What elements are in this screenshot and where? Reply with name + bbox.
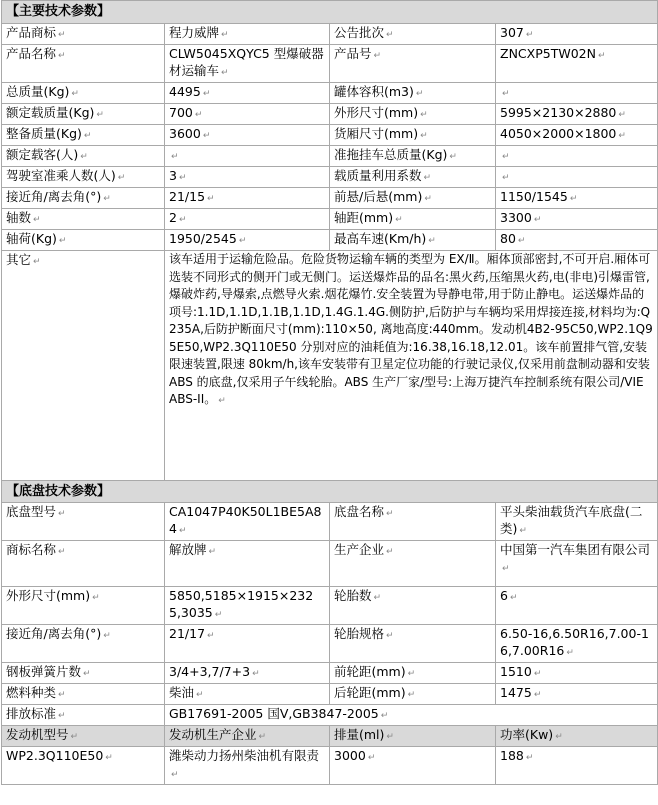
table-row <box>2 24 658 45</box>
paragraph-mark-icon: ↵ <box>525 753 534 763</box>
field-value <box>165 104 330 125</box>
paragraph-mark-icon: ↵ <box>415 89 424 99</box>
engine-cell <box>165 747 330 785</box>
field-value <box>496 541 658 587</box>
paragraph-mark-icon: ↵ <box>33 215 41 225</box>
field-value <box>165 503 330 541</box>
field-value <box>496 587 658 625</box>
field-label-text: 额定载客(人) <box>6 147 79 162</box>
field-label <box>2 24 165 45</box>
field-label-text: 轮胎数 <box>334 588 372 603</box>
field-label <box>2 209 165 230</box>
paragraph-mark-icon: ↵ <box>58 690 66 700</box>
table-row <box>2 188 658 209</box>
field-value-text: 700 <box>169 105 193 120</box>
field-label <box>330 684 496 705</box>
engine-cell-text: 3000 <box>334 748 366 763</box>
field-label <box>2 684 165 705</box>
field-label-text: 接近角/离去角(°) <box>6 626 102 641</box>
paragraph-mark-icon: ↵ <box>208 547 217 557</box>
paragraph-mark-icon: ↵ <box>202 131 211 141</box>
paragraph-mark-icon: ↵ <box>428 236 436 246</box>
paragraph-mark-icon: ↵ <box>83 131 92 141</box>
engine-header-cell <box>496 726 658 747</box>
paragraph-mark-icon: ↵ <box>96 110 104 120</box>
field-value-text: 3300 <box>500 210 532 225</box>
field-value <box>496 45 658 83</box>
paragraph-mark-icon: ↵ <box>502 564 510 574</box>
field-label-text: 轮胎规格 <box>334 626 385 641</box>
paragraph-mark-icon: ↵ <box>449 152 457 162</box>
paragraph-mark-icon: ↵ <box>238 236 247 246</box>
field-label <box>330 146 496 167</box>
field-value-text: 6.50-16,6.50R16,7.00-16,7.00R16 <box>500 626 649 658</box>
paragraph-mark-icon: ↵ <box>407 690 416 700</box>
paragraph-mark-icon: ↵ <box>221 68 229 78</box>
field-label-text: 前悬/后悬(mm) <box>334 189 423 204</box>
paragraph-mark-icon: ↵ <box>420 110 428 120</box>
field-label-text: 燃料种类 <box>6 685 57 700</box>
field-label-text: 准拖挂车总质量(Kg) <box>334 147 448 162</box>
paragraph-mark-icon: ↵ <box>58 236 67 246</box>
paragraph-mark-icon: ↵ <box>58 30 66 40</box>
field-value <box>165 625 330 663</box>
field-value <box>165 541 330 587</box>
field-value <box>496 209 658 230</box>
field-label <box>330 45 496 83</box>
paragraph-mark-icon: ↵ <box>171 770 179 780</box>
field-label-text: 后轮距(mm) <box>334 685 406 700</box>
field-label-text: 外形尺寸(mm) <box>334 105 419 120</box>
field-label-text: 产品商标 <box>6 25 57 40</box>
field-value-text: ZNCXP5TW02N <box>500 46 596 61</box>
field-value-text: 80 <box>500 231 516 246</box>
field-label <box>2 587 165 625</box>
paragraph-mark-icon: ↵ <box>258 732 267 742</box>
paragraph-mark-icon: ↵ <box>373 593 382 603</box>
table-row <box>2 503 658 541</box>
paragraph-mark-icon: ↵ <box>178 526 187 536</box>
field-label <box>330 541 496 587</box>
field-value-text: 柴油 <box>169 685 195 700</box>
paragraph-mark-icon: ↵ <box>502 89 510 99</box>
field-label-text: 载质量利用系数 <box>334 168 422 183</box>
paragraph-mark-icon: ↵ <box>420 131 428 141</box>
field-label-text: 前轮距(mm) <box>334 664 406 679</box>
field-label <box>2 83 165 104</box>
field-value <box>165 167 330 188</box>
chassis-section-title: 【底盘技术参数】 <box>2 481 658 503</box>
paragraph-mark-icon: ↵ <box>373 51 382 61</box>
field-label <box>330 167 496 188</box>
other-label-text: 其它 <box>6 252 32 267</box>
paragraph-mark-icon: ↵ <box>502 152 510 162</box>
field-value-text: 1950/2545 <box>169 231 237 246</box>
field-value-text: 1150/1545 <box>500 189 568 204</box>
main-section-title: 【主要技术参数】 <box>2 1 658 24</box>
field-label-text: 轴数 <box>6 210 32 225</box>
field-label <box>2 663 165 684</box>
table-row <box>2 705 658 726</box>
field-value-text: 1510 <box>500 664 532 679</box>
field-value <box>496 663 658 684</box>
other-text-text: 该车适用于运输危险品。危险货物运输车辆的类型为 EX/Ⅱ。厢体顶部密封,不可开启.厢体可选装不同形式的侧开门或无侧门。运送爆炸品的品名:黑火药,压缩黑火药,电(非电)引爆雷管,爆破炸药,导爆索,点燃导火索.烟花爆竹.安全装置为导静电带,用于防止静电。运送爆炸品的项号:1.1D,1.1D,1.1B,1.1D,1.4G.1.4G.侧防护,后防护与车辆均采用焊接连接,材料均为:Q235A,后防护断面尺寸(mm):110×50, 离地高度:440mm。发动机4B2-95C50,WP2.1Q95E50,WP2.3Q110E50 分别对应的油耗值为:16.38,16.18,12.01。该车前置排气管,安装限速装置,限速 80km/h,该车安装带有卫星定位功能的行驶记录仪,仅采用前盘制动器和安装 ABS 的底盘,仅采用子午线轮胎。ABS 生产厂家/型号:上海万捷汽车控制系统有限公司/VIE ABS-II。 <box>169 252 653 406</box>
paragraph-mark-icon: ↵ <box>386 631 394 641</box>
table-row <box>2 663 658 684</box>
field-value <box>165 209 330 230</box>
field-value <box>165 684 330 705</box>
field-label <box>330 663 496 684</box>
paragraph-mark-icon: ↵ <box>103 194 111 204</box>
field-label-text: 钢板弹簧片数 <box>6 664 82 679</box>
field-value <box>496 83 658 104</box>
paragraph-mark-icon: ↵ <box>386 30 394 40</box>
engine-cell <box>330 747 496 785</box>
field-value-text: 5995×2130×2880 <box>500 105 617 120</box>
field-label-text: 整备质量(Kg) <box>6 126 82 141</box>
paragraph-mark-icon: ↵ <box>618 131 626 141</box>
paragraph-mark-icon: ↵ <box>171 152 179 162</box>
paragraph-mark-icon: ↵ <box>58 711 66 721</box>
field-value-text: 3 <box>169 168 177 183</box>
field-label-text: 驾驶室准乘人数(人) <box>6 168 116 183</box>
field-label-text: 轴距(mm) <box>334 210 394 225</box>
field-label-text: 罐体容积(m3) <box>334 84 414 99</box>
field-value <box>496 230 658 251</box>
spec-table <box>1 0 658 785</box>
field-label-text: 商标名称 <box>6 542 57 557</box>
paragraph-mark-icon: ↵ <box>83 669 91 679</box>
field-value-text: 21/15 <box>169 189 206 204</box>
paragraph-mark-icon: ↵ <box>386 732 394 742</box>
field-value-text: 3/4+3,7/7+3 <box>169 664 251 679</box>
field-label <box>330 125 496 146</box>
paragraph-mark-icon: ↵ <box>194 110 203 120</box>
paragraph-mark-icon: ↵ <box>407 669 416 679</box>
paragraph-mark-icon: ↵ <box>58 51 66 61</box>
engine-header-cell <box>330 726 496 747</box>
field-label <box>330 209 496 230</box>
field-value-text: 21/17 <box>169 626 206 641</box>
field-value <box>496 146 658 167</box>
field-value <box>165 587 330 625</box>
paragraph-mark-icon: ↵ <box>33 257 41 267</box>
field-label-text: 轴荷(Kg) <box>6 231 57 246</box>
engine-header-cell-text: 发动机型号 <box>6 727 69 742</box>
field-value-text: 2 <box>169 210 177 225</box>
emission-value <box>165 705 658 726</box>
field-value-text: 中国第一汽车集团有限公司 <box>500 542 651 557</box>
field-value <box>496 625 658 663</box>
engine-cell <box>496 747 658 785</box>
paragraph-mark-icon: ↵ <box>533 690 542 700</box>
engine-header-cell-text: 发动机生产企业 <box>169 727 257 742</box>
field-label-text: 公告批次 <box>334 25 385 40</box>
table-row <box>2 230 658 251</box>
table-row <box>2 146 658 167</box>
field-label-text: 额定载质量(Kg) <box>6 105 95 120</box>
field-label <box>330 230 496 251</box>
paragraph-mark-icon: ↵ <box>555 732 563 742</box>
engine-header-row <box>2 726 658 747</box>
paragraph-mark-icon: ↵ <box>533 669 542 679</box>
paragraph-mark-icon: ↵ <box>80 152 88 162</box>
paragraph-mark-icon: ↵ <box>207 631 215 641</box>
field-label-text: 产品号 <box>334 46 372 61</box>
paragraph-mark-icon: ↵ <box>367 753 376 763</box>
paragraph-mark-icon: ↵ <box>105 753 113 763</box>
field-value-text: 5850,5185×1915×2325,3035 <box>169 588 314 620</box>
field-label <box>2 104 165 125</box>
table-row <box>2 625 658 663</box>
paragraph-mark-icon: ↵ <box>221 30 229 40</box>
paragraph-mark-icon: ↵ <box>92 593 100 603</box>
paragraph-mark-icon: ↵ <box>566 648 574 658</box>
emission-value-text: GB17691-2005 国Ⅴ,GB3847-2005 <box>169 706 379 721</box>
field-value-text: 3600 <box>169 126 201 141</box>
paragraph-mark-icon: ↵ <box>517 236 526 246</box>
paragraph-mark-icon: ↵ <box>58 547 66 557</box>
field-label-text: 生产企业 <box>334 542 385 557</box>
engine-cell <box>2 747 165 785</box>
paragraph-mark-icon: ↵ <box>103 631 111 641</box>
field-label <box>330 587 496 625</box>
paragraph-mark-icon: ↵ <box>70 732 79 742</box>
field-value-text: 6 <box>500 588 508 603</box>
table-row <box>2 104 658 125</box>
table-row <box>2 209 658 230</box>
paragraph-mark-icon: ↵ <box>597 51 606 61</box>
field-value-text: 1475 <box>500 685 532 700</box>
engine-header-cell-text: 排量(ml) <box>334 727 385 742</box>
field-value-text: 4050×2000×1800 <box>500 126 617 141</box>
field-value <box>165 146 330 167</box>
field-label <box>2 125 165 146</box>
field-label <box>2 188 165 209</box>
field-label <box>2 45 165 83</box>
field-label <box>2 230 165 251</box>
paragraph-mark-icon: ↵ <box>502 173 510 183</box>
engine-cell-text: 潍柴动力扬州柴油机有限责 <box>169 748 320 763</box>
field-value-text: CLW5045XQYC5 型爆破器材运输车 <box>169 46 324 78</box>
field-label <box>330 104 496 125</box>
field-value <box>165 45 330 83</box>
engine-cell-text: WP2.3Q110E50 <box>6 748 104 763</box>
paragraph-mark-icon: ↵ <box>423 173 432 183</box>
field-value <box>496 125 658 146</box>
field-label-text: 货厢尺寸(mm) <box>334 126 419 141</box>
table-row <box>2 251 658 481</box>
paragraph-mark-icon: ↵ <box>569 194 578 204</box>
other-text <box>165 251 658 481</box>
paragraph-mark-icon: ↵ <box>178 215 187 225</box>
other-label <box>2 251 165 481</box>
paragraph-mark-icon: ↵ <box>519 526 527 536</box>
field-label <box>330 83 496 104</box>
table-row <box>2 587 658 625</box>
field-value-text: 4495 <box>169 84 201 99</box>
paragraph-mark-icon: ↵ <box>58 509 66 519</box>
field-label <box>2 541 165 587</box>
paragraph-mark-icon: ↵ <box>71 89 79 99</box>
engine-row <box>2 747 658 785</box>
field-value <box>496 167 658 188</box>
field-value-text: CA1047P40K50L1BE5A84 <box>169 504 322 536</box>
field-value-text: 平头柴油载货汽车底盘(二类) <box>500 504 643 536</box>
paragraph-mark-icon: ↵ <box>252 669 260 679</box>
field-value <box>165 230 330 251</box>
field-label-text: 外形尺寸(mm) <box>6 588 91 603</box>
emission-label <box>2 705 165 726</box>
table-row <box>2 684 658 705</box>
table-row <box>2 541 658 587</box>
paragraph-mark-icon: ↵ <box>618 110 626 120</box>
engine-header-cell <box>165 726 330 747</box>
table-row <box>2 167 658 188</box>
paragraph-mark-icon: ↵ <box>380 711 389 721</box>
paragraph-mark-icon: ↵ <box>533 215 542 225</box>
emission-label-text: 排放标准 <box>6 706 57 721</box>
paragraph-mark-icon: ↵ <box>207 194 215 204</box>
paragraph-mark-icon: ↵ <box>509 593 518 603</box>
paragraph-mark-icon: ↵ <box>202 89 211 99</box>
paragraph-mark-icon: ↵ <box>196 690 204 700</box>
paragraph-mark-icon: ↵ <box>424 194 432 204</box>
paragraph-mark-icon: ↵ <box>218 396 226 406</box>
field-label <box>330 24 496 45</box>
spec-sheet <box>1 0 657 785</box>
field-label <box>2 167 165 188</box>
field-value <box>165 188 330 209</box>
table-row <box>2 45 658 83</box>
table-row <box>2 83 658 104</box>
field-label <box>330 625 496 663</box>
engine-cell-text: 188 <box>500 748 524 763</box>
field-value <box>496 503 658 541</box>
field-value <box>496 24 658 45</box>
field-value <box>165 663 330 684</box>
field-label-text: 接近角/离去角(°) <box>6 189 102 204</box>
paragraph-mark-icon: ↵ <box>178 173 187 183</box>
chassis-section-header <box>2 481 658 503</box>
field-label <box>330 503 496 541</box>
paragraph-mark-icon: ↵ <box>525 30 534 40</box>
paragraph-mark-icon: ↵ <box>395 215 403 225</box>
engine-header-cell-text: 功率(Kw) <box>500 727 554 742</box>
field-value <box>165 83 330 104</box>
field-label <box>2 146 165 167</box>
paragraph-mark-icon: ↵ <box>117 173 126 183</box>
engine-header-cell <box>2 726 165 747</box>
field-value <box>496 104 658 125</box>
field-label-text: 底盘名称 <box>334 504 385 519</box>
field-value-text: 程力威牌 <box>169 25 220 40</box>
main-section-header <box>2 1 658 24</box>
field-value <box>496 188 658 209</box>
field-value-text: 解放牌 <box>169 542 207 557</box>
field-label-text: 产品名称 <box>6 46 57 61</box>
paragraph-mark-icon: ↵ <box>386 509 394 519</box>
table-row <box>2 125 658 146</box>
field-value <box>165 24 330 45</box>
field-value <box>496 684 658 705</box>
field-label <box>2 503 165 541</box>
field-label <box>330 188 496 209</box>
paragraph-mark-icon: ↵ <box>386 547 394 557</box>
field-label <box>2 625 165 663</box>
field-value-text: 307 <box>500 25 524 40</box>
field-label-text: 底盘型号 <box>6 504 57 519</box>
field-label-text: 最高车速(Km/h) <box>334 231 427 246</box>
paragraph-mark-icon: ↵ <box>214 610 223 620</box>
field-value <box>165 125 330 146</box>
field-label-text: 总质量(Kg) <box>6 84 70 99</box>
